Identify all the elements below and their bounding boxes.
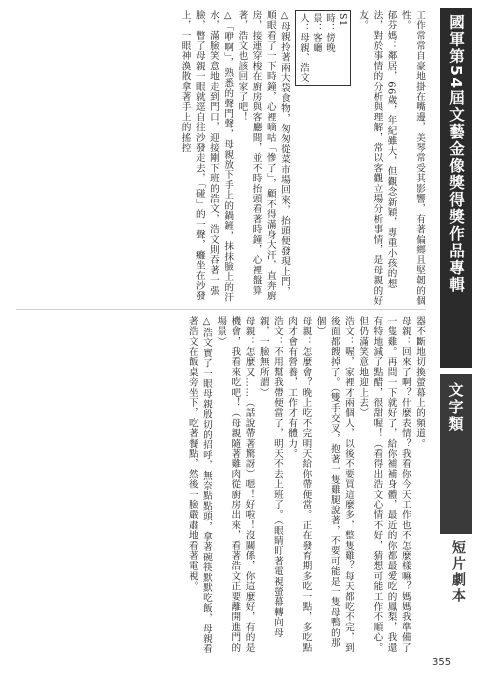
page-number: 355 [432,657,452,668]
top-text-block [16,10,426,306]
scene-number: S1 [336,13,348,27]
paragraph: △浩文實了一眼母親殷切的招呼，無奈點點頭，拿著碗筷默默吃飯，母親看著浩文在飯桌旁坐下，吃著餐點，然後一臉嚴肅地看著電視。 [186,316,212,654]
paragraph: 浩文：不用幫我帶便當了，明天不去上班了。（眼睛盯著電視螢幕轉向母親，一臉無所謂） [257,316,283,638]
scene-heading [295,10,351,86]
running-header [434,0,480,679]
scene-time: 時：傍晚 [323,13,335,53]
paragraph: △「咿啊」，熟悉的聲門聲，母親放下手上的鍋鏟，抹抹臉上的汗水，滿臉笑意地走到門口，迎接剛下班的浩文，浩文則吞著一張臉，瞥了母親一眼就逕自往沙發走去，「碰」的一聲，癱坐在沙發上，一眼神渙散拿著手上的搖控 [179,10,234,303]
paragraph: 器不斷地切換螢幕上的頻道。 [414,316,425,449]
paragraph: 工作常常自豪地掛在嘴邊，美琴常受其影響，有著偏鄉且堅韌的個性。 [399,10,425,306]
scene-location: 景：客廳 [310,13,322,53]
paragraph: 母親：怎麼會？晚上吃不完明天給你帶便當。正在發育期多吃一點，多吃點肉才會有營養，工作才有體力。 [286,316,312,653]
scene-cast: 人：母親、浩文 [297,13,309,83]
paragraph: 母親：怎麼又……（話說帶著驚訝）嗯！好啦！沒關係，你這麼好，有的是機會，我看來吃吧！（母親隨著雞肉從廚房出來，看著浩文正要離開進門的場景） [215,316,255,653]
bottom-text-block [16,316,426,656]
column-divider [16,309,426,310]
paragraph: 浩文：喔，家裡才兩個人，以後不要買這麼多，整隻雞？每天都吃不完，到後面都餿掉了。（雙手交叉，抱著一隻雞腿說著，不要可能是一隻母鴨的那個） [314,316,354,653]
section-label: 文字類 [440,374,472,534]
paragraph: 母親：回來了啊？什麼表情？我看你今天工作也不怎麼樣嘛？媽媽我準備了一隻雞。再問一下就好了，給你補補身體，最近的你都最愛吃的鳳梨，我還有特地減了點醋，很甜喔！（看得出浩文心情不好，猜想可能工作不順心。但仍滿笑意地迎上去） [357,316,411,653]
subsection-label: 短片劇本 [450,540,466,604]
paragraph: 郁芬媽：鄰居，66歲，年紀雖大，但觀念新穎，專重小孩的想法，對於事情的分析與理解，常以客觀立場分析事情，是母親的好友。 [357,10,397,306]
paragraph: △母親拎著兩大袋食物，匆匆從菜市場回來，抬頭便發現上門，順眼看了一下時鐘，心裡嘀咕「慘了」，顧不得滿身大汗，直奔廚房，接連穿梭在廚房與客廳間，並不時抬頭看著時鐘，心裡盤算著，浩文也該回家了吧！ [236,10,290,301]
collection-title: 國軍第54屆文藝金像獎得獎作品專輯 [440,8,472,368]
